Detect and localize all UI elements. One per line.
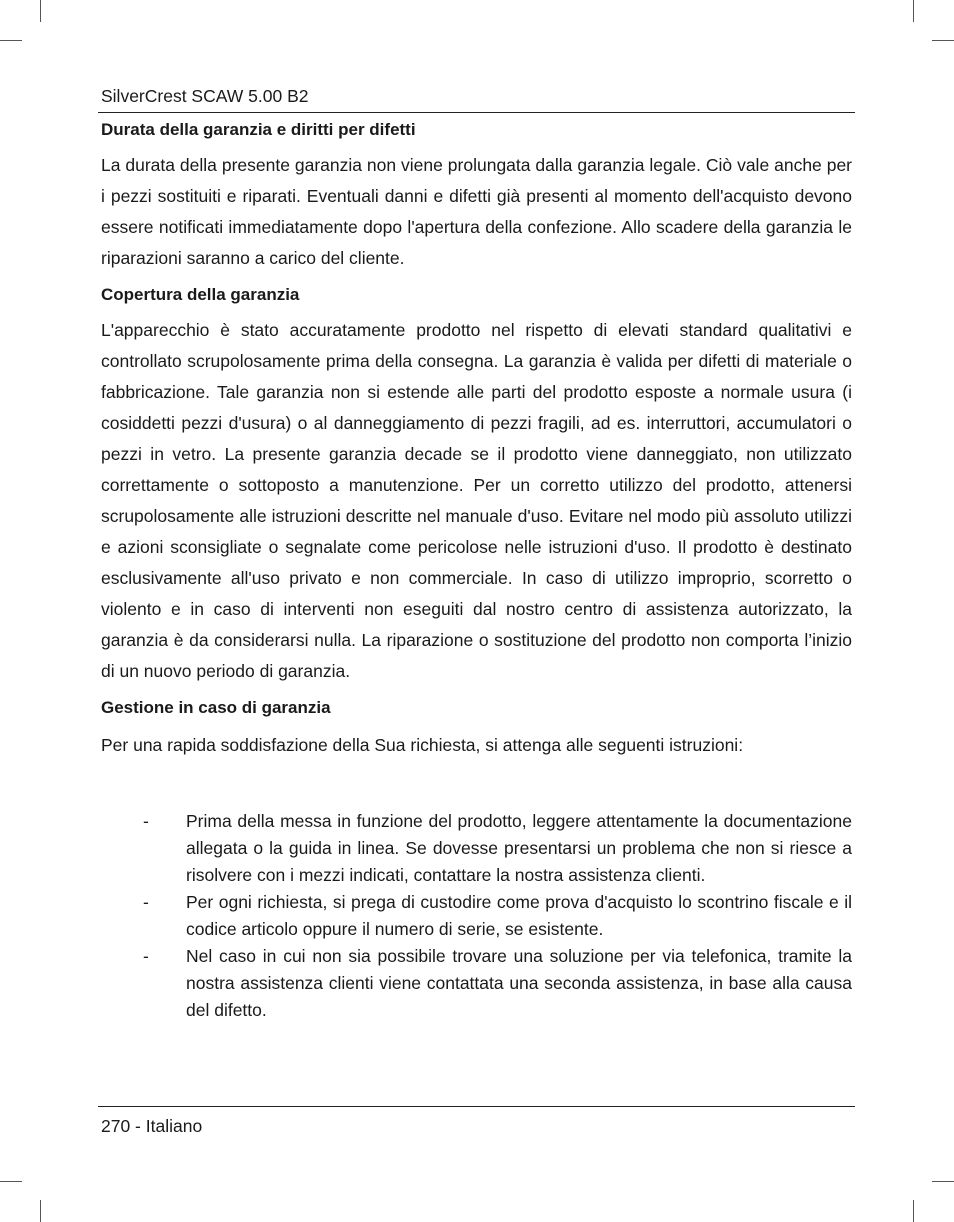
list-marker: - <box>143 892 149 912</box>
paragraph-copertura: L'apparecchio è stato accuratamente prodotto nel rispetto di elevati standard qualitativi e controllato scrupolosamente prima della consegna. La garanzia è valida per difetti di materiale o fabbricazione. Tale garanzia non si estende alle parti del prodotto esposte a normale usura (i cosiddetti pezzi d'usura) o al danneggiamento di pezzi fragili, ad es. interruttori, accumulatori o pezzi in vetro. La presente garanzia decade se il prodotto viene danneggiato, non utilizzato correttamente o sottoposto a manutenzione. Per un corretto utilizzo del prodotto, attenersi scrupolosamente alle istruzioni descritte nel manuale d'uso. Evitare nel modo più assoluto utilizzi e azioni sconsigliate o segnalate come pericolose nelle istruzioni d'uso. Il prodotto è destinato esclusivamente all'uso privato e non commerciale. In caso di utilizzo improprio, scorretto o violento e in caso di interventi non eseguiti dal nostro centro di assistenza autorizzato, la garanzia è da considerarsi nulla. La riparazione o sostituzione del prodotto non comporta l’inizio di un nuovo periodo di garanzia. <box>101 320 852 681</box>
list-item <box>101 889 852 943</box>
crop-mark-top-left-horizontal <box>0 40 22 41</box>
crop-mark-bottom-left-vertical <box>40 1200 41 1222</box>
page-content <box>98 118 855 1024</box>
crop-mark-bottom-left-horizontal <box>0 1181 22 1182</box>
header-rule <box>98 112 855 113</box>
list-marker: - <box>143 946 149 966</box>
list-marker: - <box>143 811 149 831</box>
document-page <box>98 84 855 1024</box>
list-item <box>101 943 852 1024</box>
crop-mark-top-right-vertical <box>913 0 914 22</box>
page-number: 270 - Italiano <box>101 1116 203 1136</box>
footer-rule <box>98 1106 855 1107</box>
crop-mark-bottom-right-vertical <box>913 1200 914 1222</box>
crop-mark-bottom-right-horizontal <box>932 1181 954 1182</box>
instruction-list <box>101 808 852 1024</box>
paragraph-durata: La durata della presente garanzia non viene prolungata dalla garanzia legale. Ciò vale anche per i pezzi sostituiti e riparati. Eventuali danni e difetti già presenti al momento dell'acquisto devono essere notificati immediatamente dopo l'apertura della confezione. Allo scadere della garanzia le riparazioni saranno a carico del cliente. <box>101 155 852 268</box>
list-item-text: Nel caso in cui non sia possibile trovare una soluzione per via telefonica, tramite la nostra assistenza clienti viene contattata una seconda assistenza, in base alla causa del difetto. <box>186 946 852 1020</box>
paragraph-gestione: Per una rapida soddisfazione della Sua richiesta, si attenga alle seguenti istruzioni: <box>101 735 744 755</box>
running-header: SilverCrest SCAW 5.00 B2 <box>101 86 309 106</box>
crop-mark-top-right-horizontal <box>932 40 954 41</box>
section-heading-gestione: Gestione in caso di garanzia <box>101 698 331 717</box>
page-footer <box>98 1106 855 1138</box>
crop-mark-top-left-vertical <box>40 0 41 22</box>
list-item-text: Per ogni richiesta, si prega di custodire come prova d'acquisto lo scontrino fiscale e il codice articolo oppure il numero di serie, se esistente. <box>186 892 852 939</box>
list-item <box>101 808 852 889</box>
section-heading-copertura: Copertura della garanzia <box>101 285 300 304</box>
list-item-text: Prima della messa in funzione del prodotto, leggere attentamente la documentazione allegata o la guida in linea. Se dovesse presentarsi un problema che non si riesce a risolvere con i mezzi indicati, contattare la nostra assistenza clienti. <box>186 811 852 885</box>
section-heading-durata: Durata della garanzia e diritti per difetti <box>101 120 416 139</box>
